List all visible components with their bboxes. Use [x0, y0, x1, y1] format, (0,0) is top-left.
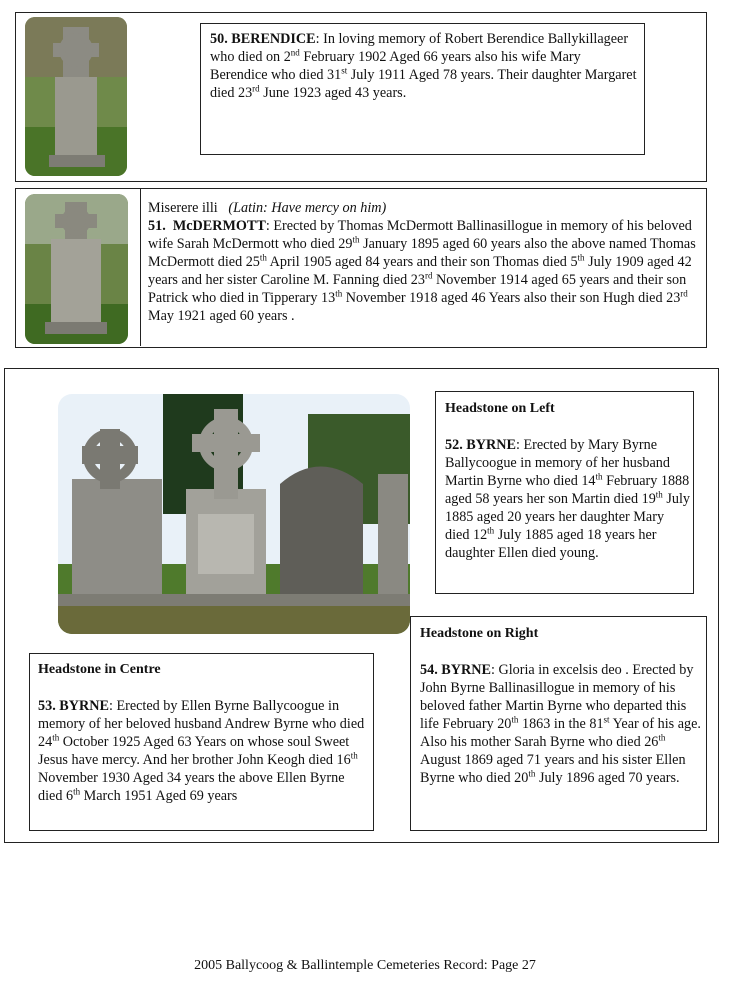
- entry-53-text: Headstone in Centre 53. BYRNE: Erected by Ellen Byrne Ballycoogue in memory of her beloved husband Andrew Byrne who died 24th October 1925 Aged 63 Years on whose soul Sweet Jesus have mercy. And her brother John Keogh died 16th November 1930 Aged 34 years the above Ellen Byrne died 6th March 1951 Aged 69 years: [38, 662, 365, 804]
- entry-surname: BYRNE: [466, 437, 516, 453]
- three-headstones-photo: [58, 394, 410, 634]
- entry-number: 53.: [38, 698, 56, 714]
- entry-50-text: 50. BERENDICE: In loving memory of Robert Berendice Ballykillageer who died on 2nd February 1902 Aged 66 years also his wife Mary Berendice who died 31st July 1911 Aged 78 years. Their daughter Margaret died 23rd June 1923 aged 43 years.: [210, 31, 637, 101]
- latin-translation: (Latin: Have mercy on him): [228, 200, 387, 216]
- celtic-cross-headstone-image: [25, 17, 127, 176]
- entry-surname: BYRNE: [59, 698, 109, 714]
- entry-number: 54.: [420, 662, 438, 678]
- entry-surname: BYRNE: [441, 662, 491, 678]
- headstone-heading: Headstone on Left: [445, 401, 555, 416]
- entry-54-text: Headstone on Right 54. BYRNE: Gloria in excelsis deo . Erected by John Byrne Ballinasillogue in memory of his beloved father Martin Byrne who departed this life February 20th 1863 in the 81st Year of his age. Also his mother Sarah Byrne who died 26th August 1869 aged 71 years and his sister Ellen Byrne who died 20th July 1896 aged 70 years.: [420, 626, 701, 786]
- entry-52-text: Headstone on Left 52. BYRNE: Erected by Mary Byrne Ballycoogue in memory of her husband Martin Byrne who died 14th February 1888 aged 58 years her son Martin died 19th July 1885 aged 20 years her daughter Mary died 12th July 1885 aged 18 years her daughter Ellen died young.: [445, 401, 691, 561]
- three-headstones-image: [58, 394, 410, 634]
- entry-number: 50.: [210, 31, 228, 47]
- celtic-cross-headstone-image: [25, 194, 128, 344]
- page-footer: 2005 Ballycoog & Ballintemple Cemeteries Record: Page 27: [194, 958, 536, 973]
- entry-50-photo: [25, 17, 127, 176]
- entry-number: 52.: [445, 437, 463, 453]
- headstone-heading: Headstone on Right: [420, 626, 539, 641]
- entry-51-divider: [140, 188, 141, 346]
- entry-51-photo: [25, 194, 128, 344]
- entry-number: 51.: [148, 218, 166, 234]
- headstone-heading: Headstone in Centre: [38, 662, 161, 677]
- latin-prefix: Miserere illi: [148, 200, 218, 216]
- entry-surname: BERENDICE: [231, 31, 316, 47]
- entry-51-text: Miserere illi (Latin: Have mercy on him) 51. McDERMOTT: Erected by Thomas McDermott Ballinasillogue in memory of his beloved wife Sarah McDermott who died 29th January 1895 aged 60 years also the above named Thomas McDermott died 25th April 1905 aged 84 years and their son Thomas died 5th July 1909 aged 42 years and her sister Caroline M. Fanning died 23rd November 1914 aged 65 years and their son Patrick who died in Tipperary 13th November 1918 aged 46 Years also their son Hugh died 23rd May 1921 aged 60 years .: [148, 200, 696, 324]
- entry-surname: McDERMOTT: [172, 218, 266, 234]
